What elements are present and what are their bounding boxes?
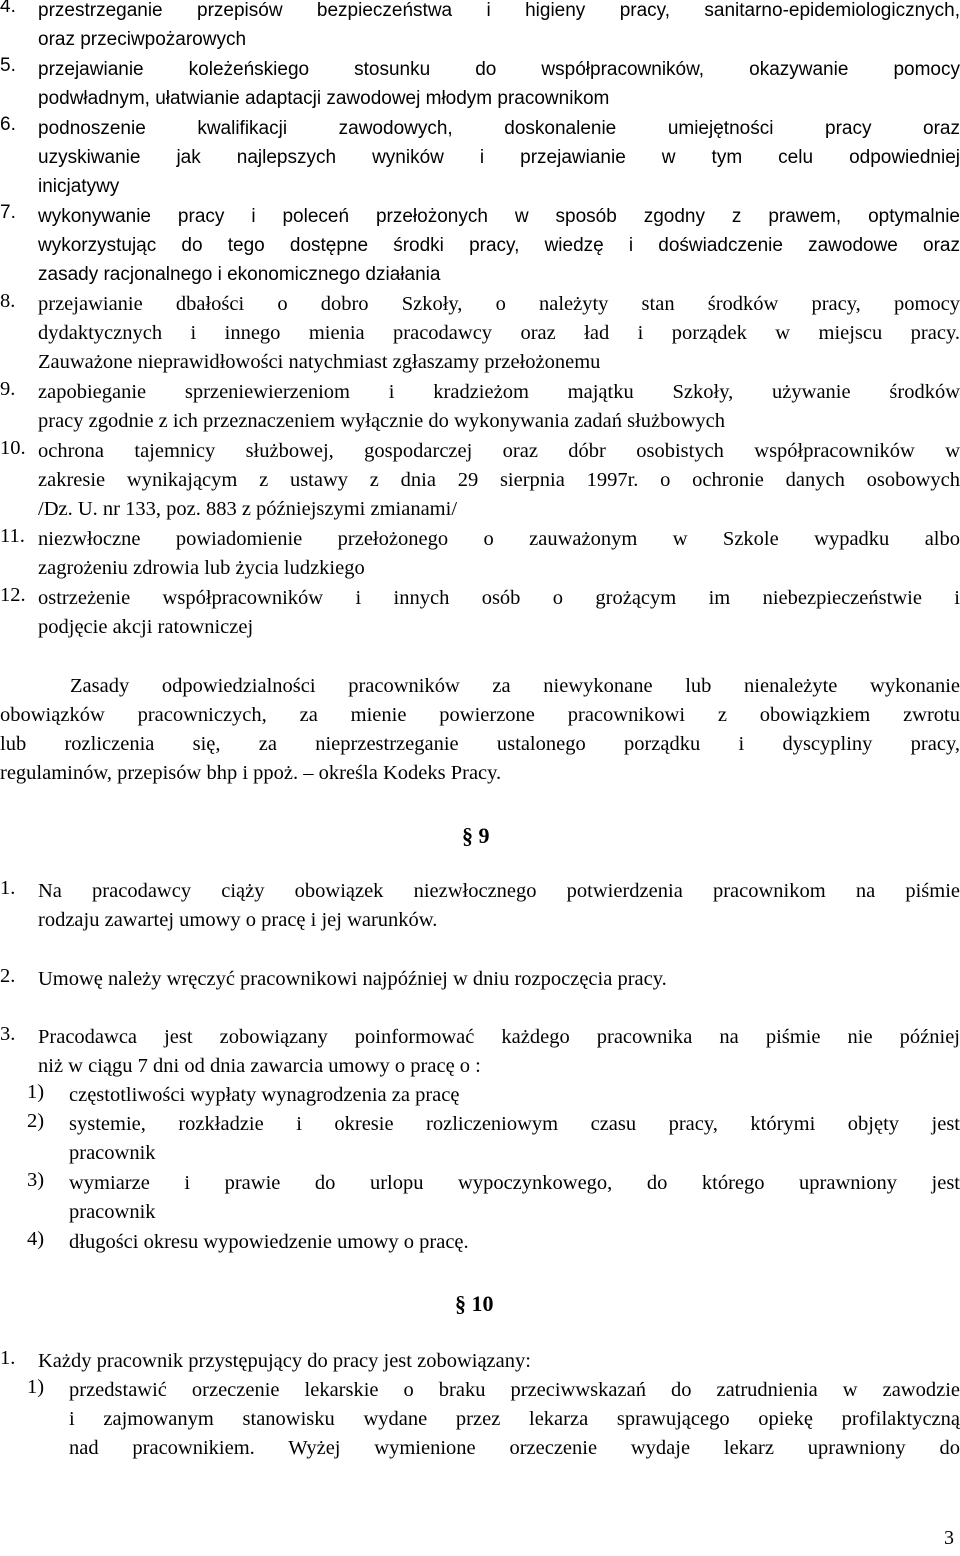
text-line: Pracodawca jest zobowiązany poinformować każdego pracownika na piśmie nie później <box>38 1026 960 1048</box>
list-number: 1. <box>0 877 16 899</box>
text-line: zagrożeniu zdrowia lub życia ludzkiego <box>38 557 365 579</box>
text-line: niż w ciągu 7 dni od dnia zawarcia umowy o pracę o : <box>38 1055 481 1077</box>
list-number: 1) <box>27 1081 45 1103</box>
list-number: 9. <box>0 378 16 400</box>
list-number: 1) <box>27 1376 45 1398</box>
text-line: podwładnym, ułatwianie adaptacji zawodowej młodym pracownikom <box>38 88 610 109</box>
list-item-7 <box>0 202 960 289</box>
text-line: wymiarze i prawie do urlopu wypoczynkowego, do którego uprawniony jest <box>69 1172 960 1194</box>
text-line: wykonywanie pracy i poleceń przełożonych w sposób zgodny z prawem, optymalnie <box>38 206 960 227</box>
list-number: 11. <box>0 525 25 547</box>
text-line: Każdy pracownik przystępujący do pracy jest zobowiązany: <box>38 1350 531 1372</box>
text-line: Zasady odpowiedzialności pracowników za niewykonane lub nienależyte wykonanie <box>70 675 960 697</box>
text-line: pracy zgodnie z ich przeznaczeniem wyłącznie do wykonywania zadań służbowych <box>38 410 726 432</box>
text-line: ostrzeżenie współpracowników i innych osób o grożącym im niebezpieczeństwie i <box>38 587 960 609</box>
text-line: podjęcie akcji ratowniczej <box>38 616 254 638</box>
section-heading-9: § 9 <box>462 823 490 848</box>
text-line: Umowę należy wręczyć pracownikowi najpóźniej w dniu rozpoczęcia pracy. <box>38 968 667 990</box>
list-item-10 <box>0 437 960 524</box>
text-line: przestrzeganie przepisów bezpieczeństwa i higieny pracy, sanitarno-epidemiologicznych, <box>38 0 960 21</box>
text-line: zakresie wynikającym z ustawy z dnia 29 sierpnia 1997r. o ochronie danych osobowych <box>38 469 960 491</box>
text-line: przejawianie dbałości o dobro Szkoły, o należyty stan środków pracy, pomocy <box>38 293 960 315</box>
list-number: 1. <box>0 1347 16 1369</box>
list-number: 2. <box>0 965 16 987</box>
list-item-11 <box>0 525 960 583</box>
text-line: przejawianie koleżeńskiego stosunku do współpracowników, okazywanie pomocy <box>38 59 960 80</box>
list-number: 5. <box>0 55 16 76</box>
list-number: 4. <box>0 0 16 17</box>
section9-point-2 <box>0 965 960 994</box>
text-line: ochrona tajemnicy służbowej, gospodarczej oraz dóbr osobistych współpracowników w <box>38 440 960 462</box>
list-number: 2) <box>27 1110 45 1132</box>
text-line: lub rozliczenia się, za nieprzestrzeganie ustalonego porządku i dyscypliny pracy, <box>0 733 960 755</box>
text-line: systemie, rozkładzie i okresie rozliczeniowym czasu pracy, którymi objęty jest <box>69 1113 960 1135</box>
text-line: podnoszenie kwalifikacji zawodowych, doskonalenie umiejętności pracy oraz <box>38 118 960 139</box>
responsibility-paragraph <box>0 672 960 788</box>
list-item-6 <box>0 114 960 201</box>
section10-subpoint-1 <box>27 1376 960 1463</box>
list-number: 4) <box>27 1228 45 1250</box>
list-number: 3) <box>27 1169 45 1191</box>
section9-point-1 <box>0 877 960 935</box>
section9-subpoint-3 <box>27 1169 960 1227</box>
section9-point-3 <box>0 1023 960 1081</box>
section9-subpoint-2 <box>27 1110 960 1168</box>
text-line: i zajmowanym stanowisku wydane przez lekarza sprawującego opiekę profilaktyczną <box>69 1408 960 1430</box>
list-item-4 <box>0 0 960 54</box>
text-line: przedstawić orzeczenie lekarskie o braku przeciwwskazań do zatrudnienia w zawodzie <box>69 1379 960 1401</box>
section-heading-10: § 10 <box>455 1291 494 1316</box>
text-line: regulaminów, przepisów bhp i ppoż. – określa Kodeks Pracy. <box>0 762 502 784</box>
text-line: wykorzystując do tego dostępne środki pracy, wiedzę i doświadczenie zawodowe oraz <box>38 235 960 256</box>
list-number: 6. <box>0 114 16 135</box>
section9-subpoint-4 <box>27 1228 960 1257</box>
text-line: nad pracownikiem. Wyżej wymienione orzeczenie wydaje lekarz uprawniony do <box>69 1437 960 1459</box>
text-line: Na pracodawcy ciąży obowiązek niezwłocznego potwierdzenia pracownikom na piśmie <box>38 880 960 902</box>
page-number: 3 <box>944 1527 954 1549</box>
list-number: 12. <box>0 584 26 606</box>
text-line: obowiązków pracowniczych, za mienie powierzone pracownikowi z obowiązkiem zwrotu <box>0 704 960 726</box>
list-number: 10. <box>0 437 26 459</box>
section10-point-1 <box>0 1347 960 1376</box>
text-line: /Dz. U. nr 133, poz. 883 z późniejszymi zmianami/ <box>38 498 458 520</box>
text-line: pracownik <box>69 1142 156 1164</box>
text-line: Zauważone nieprawidłowości natychmiast zgłaszamy przełożonemu <box>38 351 601 373</box>
list-item-8 <box>0 290 960 377</box>
list-item-12 <box>0 584 960 642</box>
list-item-5 <box>0 55 960 113</box>
list-number: 8. <box>0 290 16 312</box>
text-line: pracownik <box>69 1201 156 1223</box>
text-line: uzyskiwanie jak najlepszych wyników i przejawianie w tym celu odpowiedniej <box>38 147 960 168</box>
text-line: długości okresu wypowiedzenie umowy o pracę. <box>69 1231 469 1253</box>
text-line: dydaktycznych i innego mienia pracodawcy oraz ład i porządek w miejscu pracy. <box>38 322 960 344</box>
text-line: częstotliwości wypłaty wynagrodzenia za pracę <box>69 1084 460 1106</box>
list-item-9 <box>0 378 960 436</box>
text-line: zapobieganie sprzeniewierzeniom i kradzieżom majątku Szkoły, używanie środków <box>38 381 960 403</box>
text-line: zasady racjonalnego i ekonomicznego działania <box>38 264 441 285</box>
list-number: 7. <box>0 202 16 223</box>
list-number: 3. <box>0 1023 16 1045</box>
text-line: niezwłoczne powiadomienie przełożonego o zauważonym w Szkole wypadku albo <box>38 528 960 550</box>
text-line: oraz przeciwpożarowych <box>38 29 247 50</box>
text-line: inicjatywy <box>38 176 120 197</box>
section9-subpoint-1 <box>27 1081 960 1110</box>
text-line: rodzaju zawartej umowy o pracę i jej warunków. <box>38 909 438 931</box>
